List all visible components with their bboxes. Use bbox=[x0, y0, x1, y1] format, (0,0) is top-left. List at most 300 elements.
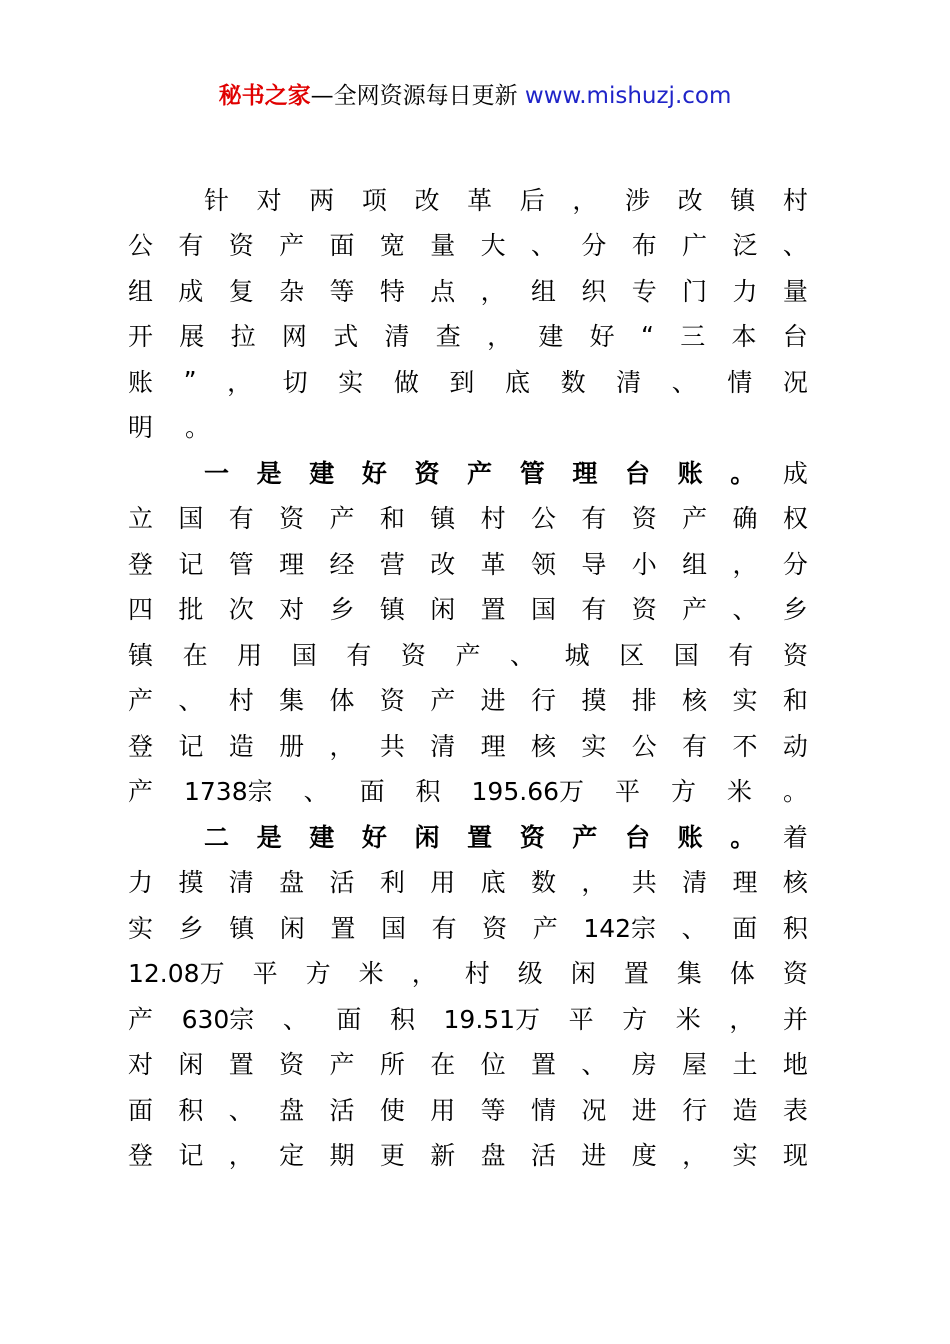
text-token: 公 bbox=[631, 731, 657, 761]
text-token: 利 bbox=[379, 868, 405, 898]
text-token: 闲 bbox=[414, 822, 440, 852]
text-token: 批 bbox=[178, 595, 204, 625]
text-token: 集 bbox=[676, 959, 702, 989]
text-token: 底 bbox=[480, 868, 506, 898]
text-token: 好 bbox=[361, 822, 387, 852]
text-token: 量 bbox=[430, 231, 456, 261]
text-token: 册 bbox=[279, 731, 305, 761]
text-token: 布 bbox=[631, 231, 657, 261]
text-token: 有 bbox=[346, 640, 372, 670]
text-line bbox=[128, 222, 808, 268]
text-token: 产 bbox=[128, 686, 154, 716]
text-token: 实 bbox=[338, 367, 364, 397]
text-token: 盘 bbox=[279, 868, 305, 898]
site-url[interactable]: www.mishuzj.com bbox=[524, 83, 732, 109]
text-token: 账 bbox=[128, 367, 154, 397]
text-line bbox=[128, 1132, 808, 1178]
text-token: 和 bbox=[782, 686, 808, 716]
text-token: 用 bbox=[430, 1095, 456, 1125]
text-token: 国 bbox=[531, 595, 557, 625]
text-token: 清 bbox=[682, 868, 708, 898]
text-line bbox=[128, 404, 808, 450]
text-token: 记 bbox=[178, 1141, 204, 1171]
text-token: 清 bbox=[430, 731, 456, 761]
text-token: 置 bbox=[228, 1050, 254, 1080]
text-token: 产 bbox=[532, 913, 558, 943]
text-token: 明 bbox=[128, 413, 154, 443]
text-token: 账 bbox=[677, 822, 703, 852]
text-token: 领 bbox=[531, 549, 557, 579]
text-token: 革 bbox=[467, 185, 493, 215]
text-token: 式 bbox=[333, 322, 359, 352]
text-token: 面 bbox=[128, 1095, 154, 1125]
text-token: 镇 bbox=[430, 504, 456, 534]
text-token: 盘 bbox=[279, 1095, 305, 1125]
text-token: 有 bbox=[581, 595, 607, 625]
text-token: 资 bbox=[631, 595, 657, 625]
text-token: 镇 bbox=[229, 913, 255, 943]
text-token: 好 bbox=[589, 322, 615, 352]
text-token: 镇 bbox=[128, 640, 154, 670]
text-token: 产 bbox=[455, 640, 481, 670]
text-token: 对 bbox=[279, 595, 305, 625]
text-token: 屋 bbox=[682, 1050, 708, 1080]
text-token: 共 bbox=[379, 731, 405, 761]
text-line bbox=[128, 904, 808, 950]
text-token: 资 bbox=[279, 504, 305, 534]
text-token: 分 bbox=[782, 549, 808, 579]
text-token: 村 bbox=[782, 185, 808, 215]
text-token: 不 bbox=[732, 731, 758, 761]
text-token: 城 bbox=[564, 640, 590, 670]
text-token: 等 bbox=[480, 1095, 506, 1125]
text-token: 数 bbox=[560, 367, 586, 397]
text-token: 进 bbox=[631, 1095, 657, 1125]
text-token: 实 bbox=[732, 686, 758, 716]
text-token: 活 bbox=[329, 868, 355, 898]
text-token: 成 bbox=[782, 458, 808, 488]
text-token: 改 bbox=[430, 549, 456, 579]
text-token: 复 bbox=[228, 276, 254, 306]
text-token: 权 bbox=[782, 504, 808, 534]
text-token: 管 bbox=[228, 549, 254, 579]
text-line bbox=[128, 722, 808, 768]
text-token: 、 bbox=[510, 640, 536, 670]
text-token: 所 bbox=[379, 1050, 405, 1080]
text-token: 清 bbox=[228, 868, 254, 898]
text-token: 成 bbox=[178, 276, 204, 306]
text-token: 公 bbox=[128, 231, 154, 261]
text-token: 级 bbox=[517, 959, 543, 989]
text-token: 动 bbox=[782, 731, 808, 761]
text-token: 面 bbox=[732, 913, 758, 943]
text-line bbox=[128, 813, 808, 859]
text-token: 核 bbox=[682, 686, 708, 716]
text-token: 米 bbox=[726, 777, 752, 807]
text-token: 涉 bbox=[625, 185, 651, 215]
text-token: 。 bbox=[730, 822, 756, 852]
text-token: 、 bbox=[581, 1050, 607, 1080]
text-token: 195.66万 bbox=[471, 777, 585, 807]
text-token: 资 bbox=[482, 913, 508, 943]
text-token: 有 bbox=[178, 231, 204, 261]
text-token: 况 bbox=[782, 367, 808, 397]
text-token: 改 bbox=[414, 185, 440, 215]
text-token: 行 bbox=[682, 1095, 708, 1125]
text-token: 米 bbox=[675, 1004, 701, 1034]
text-token: 闲 bbox=[430, 595, 456, 625]
text-token: 后 bbox=[519, 185, 545, 215]
text-token: 摸 bbox=[178, 868, 204, 898]
text-token: 展 bbox=[179, 322, 205, 352]
text-token: 现 bbox=[782, 1141, 808, 1171]
text-line bbox=[128, 586, 808, 632]
text-token: 有 bbox=[682, 731, 708, 761]
text-token: 产 bbox=[682, 595, 708, 625]
text-token: 排 bbox=[631, 686, 657, 716]
text-token: 在 bbox=[430, 1050, 456, 1080]
text-token: 登 bbox=[128, 1141, 154, 1171]
text-token: 资 bbox=[414, 458, 440, 488]
text-token: ， bbox=[682, 1141, 708, 1171]
text-token: 定 bbox=[279, 1141, 305, 1171]
text-token: 情 bbox=[727, 367, 753, 397]
text-token: 建 bbox=[309, 458, 335, 488]
text-token: 等 bbox=[329, 276, 355, 306]
text-token: 数 bbox=[531, 868, 557, 898]
text-token: 摸 bbox=[581, 686, 607, 716]
text-token: 1738宗 bbox=[183, 777, 273, 807]
text-token: 登 bbox=[128, 549, 154, 579]
text-token: 区 bbox=[619, 640, 645, 670]
text-token: 切 bbox=[282, 367, 308, 397]
text-token: 闲 bbox=[570, 959, 596, 989]
text-token: 乡 bbox=[782, 595, 808, 625]
text-token: 积 bbox=[178, 1095, 204, 1125]
text-token: 有 bbox=[581, 504, 607, 534]
text-token: 行 bbox=[531, 686, 557, 716]
text-line bbox=[128, 449, 808, 495]
text-token: 和 bbox=[379, 504, 405, 534]
text-token: 630宗 bbox=[181, 1004, 255, 1034]
text-line bbox=[128, 859, 808, 905]
text-token: 平 bbox=[614, 777, 640, 807]
text-token: 改 bbox=[677, 185, 703, 215]
text-token: 底 bbox=[504, 367, 530, 397]
text-token: 活 bbox=[329, 1095, 355, 1125]
text-token: 建 bbox=[309, 822, 335, 852]
text-token: 查 bbox=[435, 322, 461, 352]
text-token: 镇 bbox=[730, 185, 756, 215]
text-token: 面 bbox=[336, 1004, 362, 1034]
text-token: 资 bbox=[279, 1050, 305, 1080]
text-token: 更 bbox=[379, 1141, 405, 1171]
text-token: 小 bbox=[631, 549, 657, 579]
text-token: 体 bbox=[729, 959, 755, 989]
text-token: 营 bbox=[379, 549, 405, 579]
text-token: 产 bbox=[279, 231, 305, 261]
text-line bbox=[128, 358, 808, 404]
text-token: 19.51万 bbox=[443, 1004, 541, 1034]
text-token: 使 bbox=[379, 1095, 405, 1125]
text-token: 泛 bbox=[732, 231, 758, 261]
text-token: 核 bbox=[782, 868, 808, 898]
text-token: 在 bbox=[182, 640, 208, 670]
site-header bbox=[0, 80, 950, 112]
text-token: 账 bbox=[677, 458, 703, 488]
text-line bbox=[128, 1041, 808, 1087]
text-token: 一 bbox=[204, 458, 230, 488]
text-token: 国 bbox=[380, 913, 406, 943]
text-token: 宽 bbox=[379, 231, 405, 261]
text-token: 新 bbox=[430, 1141, 456, 1171]
text-token: 到 bbox=[449, 367, 475, 397]
text-token: 开 bbox=[128, 322, 154, 352]
text-token: 清 bbox=[384, 322, 410, 352]
text-token: 方 bbox=[670, 777, 696, 807]
text-token: 村 bbox=[480, 504, 506, 534]
text-token: 是 bbox=[256, 822, 282, 852]
text-token: 12.08万 bbox=[128, 959, 225, 989]
text-token: 平 bbox=[252, 959, 278, 989]
text-token: 着 bbox=[782, 822, 808, 852]
text-token: 专 bbox=[631, 276, 657, 306]
text-token: 台 bbox=[625, 458, 651, 488]
text-token: 建 bbox=[538, 322, 564, 352]
text-token: 。 bbox=[782, 777, 808, 807]
text-token: 房 bbox=[631, 1050, 657, 1080]
text-line bbox=[128, 950, 808, 996]
text-token: 登 bbox=[128, 731, 154, 761]
text-token: 乡 bbox=[178, 913, 204, 943]
text-token: 实 bbox=[581, 731, 607, 761]
text-token: 公 bbox=[531, 504, 557, 534]
text-token: 立 bbox=[128, 504, 154, 534]
text-line bbox=[128, 768, 808, 814]
text-token: 造 bbox=[732, 1095, 758, 1125]
text-token: 资 bbox=[519, 822, 545, 852]
text-token: 活 bbox=[531, 1141, 557, 1171]
text-token: 确 bbox=[732, 504, 758, 534]
text-token: ， bbox=[329, 731, 355, 761]
text-token: 国 bbox=[291, 640, 317, 670]
text-line bbox=[128, 540, 808, 586]
text-token: 置 bbox=[531, 1050, 557, 1080]
text-token: 清 bbox=[616, 367, 642, 397]
text-token: 体 bbox=[329, 686, 355, 716]
text-token: 、 bbox=[732, 595, 758, 625]
text-token: 并 bbox=[782, 1004, 808, 1034]
text-token: 产 bbox=[329, 504, 355, 534]
text-token: 。 bbox=[730, 458, 756, 488]
text-token: 置 bbox=[467, 822, 493, 852]
text-token: 盘 bbox=[480, 1141, 506, 1171]
text-token: 位 bbox=[480, 1050, 506, 1080]
text-token: 记 bbox=[178, 549, 204, 579]
text-token: 台 bbox=[625, 822, 651, 852]
text-token: 村 bbox=[228, 686, 254, 716]
text-token: ， bbox=[572, 185, 598, 215]
text-token: 土 bbox=[732, 1050, 758, 1080]
text-token: 产 bbox=[682, 504, 708, 534]
text-token: ， bbox=[228, 1141, 254, 1171]
text-token: 置 bbox=[623, 959, 649, 989]
text-token: 管 bbox=[519, 458, 545, 488]
text-token: 方 bbox=[305, 959, 331, 989]
text-token: 平 bbox=[568, 1004, 594, 1034]
text-token: 革 bbox=[480, 549, 506, 579]
text-token: 好 bbox=[361, 458, 387, 488]
text-token: 共 bbox=[631, 868, 657, 898]
text-token: 杂 bbox=[279, 276, 305, 306]
text-token: 门 bbox=[682, 276, 708, 306]
text-token: 组 bbox=[682, 549, 708, 579]
text-line bbox=[128, 631, 808, 677]
text-token: ， bbox=[581, 868, 607, 898]
text-token: 进 bbox=[581, 1141, 607, 1171]
text-token: 期 bbox=[329, 1141, 355, 1171]
text-token: 四 bbox=[128, 595, 154, 625]
text-token: 积 bbox=[782, 913, 808, 943]
text-token: 理 bbox=[732, 868, 758, 898]
text-token: 况 bbox=[581, 1095, 607, 1125]
text-token: 产 bbox=[467, 458, 493, 488]
text-token: 米 bbox=[358, 959, 384, 989]
text-token: “ bbox=[640, 320, 654, 350]
text-token: 产 bbox=[329, 1050, 355, 1080]
text-token: 广 bbox=[682, 231, 708, 261]
text-line bbox=[128, 313, 808, 359]
text-token: 资 bbox=[400, 640, 426, 670]
text-token: 分 bbox=[581, 231, 607, 261]
text-token: 点 bbox=[430, 276, 456, 306]
text-token: 进 bbox=[480, 686, 506, 716]
text-token: 闲 bbox=[178, 1050, 204, 1080]
text-token: 拉 bbox=[230, 322, 256, 352]
text-line bbox=[128, 1086, 808, 1132]
text-token: 特 bbox=[379, 276, 405, 306]
text-token: 有 bbox=[431, 913, 457, 943]
brand-name: 秘书之家 bbox=[218, 83, 311, 109]
text-token: 集 bbox=[279, 686, 305, 716]
text-token: 镇 bbox=[379, 595, 405, 625]
text-token: 导 bbox=[581, 549, 607, 579]
text-token: 、 bbox=[671, 367, 697, 397]
text-token: 置 bbox=[480, 595, 506, 625]
text-token: 实 bbox=[128, 913, 154, 943]
text-token: 大 bbox=[480, 231, 506, 261]
text-token: 乡 bbox=[329, 595, 355, 625]
text-token: ， bbox=[411, 959, 437, 989]
text-token: 、 bbox=[531, 231, 557, 261]
text-token: 国 bbox=[673, 640, 699, 670]
text-token: 组 bbox=[531, 276, 557, 306]
text-token: 做 bbox=[393, 367, 419, 397]
document-body bbox=[128, 176, 808, 1177]
text-token: 、 bbox=[282, 1004, 308, 1034]
text-token: 是 bbox=[256, 458, 282, 488]
text-token: 造 bbox=[228, 731, 254, 761]
text-token: 积 bbox=[389, 1004, 415, 1034]
text-token: 三 bbox=[680, 322, 706, 352]
text-token: 、 bbox=[782, 231, 808, 261]
text-line bbox=[128, 495, 808, 541]
text-token: 对 bbox=[128, 1050, 154, 1080]
text-token: 方 bbox=[622, 1004, 648, 1034]
text-token: 织 bbox=[581, 276, 607, 306]
text-token: 、 bbox=[178, 686, 204, 716]
text-token: 、 bbox=[228, 1095, 254, 1125]
text-token: 面 bbox=[359, 777, 385, 807]
text-token: 次 bbox=[228, 595, 254, 625]
text-token: ， bbox=[487, 322, 513, 352]
text-token: ， bbox=[732, 549, 758, 579]
text-token: 资 bbox=[782, 959, 808, 989]
text-token: 经 bbox=[329, 549, 355, 579]
text-token: 积 bbox=[415, 777, 441, 807]
text-line bbox=[128, 267, 808, 313]
text-token: ， bbox=[480, 276, 506, 306]
text-token: 、 bbox=[303, 777, 329, 807]
text-token: 、 bbox=[681, 913, 707, 943]
text-token: 台 bbox=[782, 322, 808, 352]
text-token: 针 bbox=[204, 185, 230, 215]
text-token: 理 bbox=[572, 458, 598, 488]
text-token: 本 bbox=[731, 322, 757, 352]
text-token: 情 bbox=[531, 1095, 557, 1125]
text-token: 地 bbox=[782, 1050, 808, 1080]
text-token: 闲 bbox=[279, 913, 305, 943]
text-line bbox=[128, 677, 808, 723]
text-token: 实 bbox=[732, 1141, 758, 1171]
text-token: 组 bbox=[128, 276, 154, 306]
text-token: 网 bbox=[281, 322, 307, 352]
text-token: 资 bbox=[228, 231, 254, 261]
text-token: ， bbox=[729, 1004, 755, 1034]
text-line bbox=[128, 176, 808, 222]
text-token: 面 bbox=[329, 231, 355, 261]
text-token: 有 bbox=[728, 640, 754, 670]
text-token: 二 bbox=[204, 822, 230, 852]
text-token: 理 bbox=[480, 731, 506, 761]
text-token: 资 bbox=[379, 686, 405, 716]
text-token: 对 bbox=[256, 185, 282, 215]
header-tagline: —全网资源每日更新 bbox=[310, 83, 525, 109]
text-token: 理 bbox=[279, 549, 305, 579]
text-token: 142宗 bbox=[583, 913, 657, 943]
text-line bbox=[128, 995, 808, 1041]
text-token: 力 bbox=[128, 868, 154, 898]
text-token: 产 bbox=[430, 686, 456, 716]
text-token: ” bbox=[183, 366, 197, 396]
text-token: 有 bbox=[228, 504, 254, 534]
text-token: 产 bbox=[572, 822, 598, 852]
text-token: 力 bbox=[732, 276, 758, 306]
text-token: 度 bbox=[631, 1141, 657, 1171]
text-token: 产 bbox=[128, 777, 154, 807]
text-token: 国 bbox=[178, 504, 204, 534]
text-token: 村 bbox=[464, 959, 490, 989]
text-token: 用 bbox=[237, 640, 263, 670]
text-token: 表 bbox=[782, 1095, 808, 1125]
text-token: 资 bbox=[782, 640, 808, 670]
text-token: 量 bbox=[782, 276, 808, 306]
text-token: 产 bbox=[128, 1004, 154, 1034]
text-token: ， bbox=[227, 367, 253, 397]
text-token: 核 bbox=[531, 731, 557, 761]
text-token: 用 bbox=[430, 868, 456, 898]
text-token: 资 bbox=[631, 504, 657, 534]
